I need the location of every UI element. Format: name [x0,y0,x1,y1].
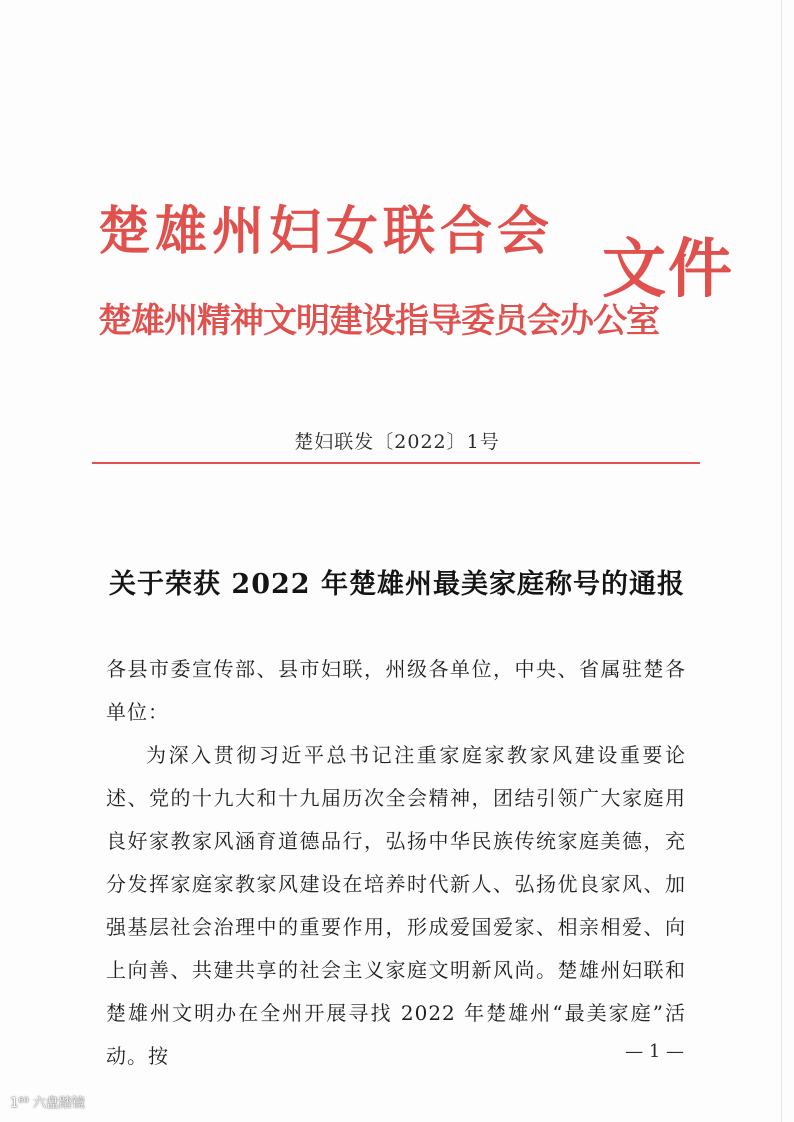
document-number: 楚妇联发〔2022〕1号 [294,431,500,453]
document-title: 关于荣获 2022 年楚雄州最美家庭称号的通报 [109,569,685,600]
red-divider-line [92,462,700,464]
document-body [106,648,686,1078]
body-paragraph: 为深入贯彻习近平总书记注重家庭家教家风建设重要论述、党的十九大和十九届历次全会精神，团结引领广大家庭用良好家教家风涵育道德品行，弘扬中华民族传统家庭美德，充分发挥家庭家教家风建设在培养时代新人、弘扬优良家风、加强基层社会治理中的重要作用，形成爱国爱家、相亲相爱、向上向善、共建共享的社会主义家庭文明新风尚。楚雄州妇联和楚雄州文明办在全州开展寻找 2022 年楚雄州“最美家庭”活动。按 [106,743,686,1068]
watermark-logo: 1⁶⁰ 六盘踏镜 [10,1096,85,1111]
page-edge [781,0,782,1122]
document-suffix: 文件 [602,232,734,307]
page-number: — 1 — [625,1041,684,1062]
issuing-org-civilization-office: 楚雄州精神文明建设指导委员会办公室 [98,301,659,341]
issuing-org-women-federation: 楚雄州妇女联合会 [98,201,555,262]
salutation: 各县市委宣传部、县市妇联，州级各单位，中央、省属驻楚各单位： [106,657,686,724]
